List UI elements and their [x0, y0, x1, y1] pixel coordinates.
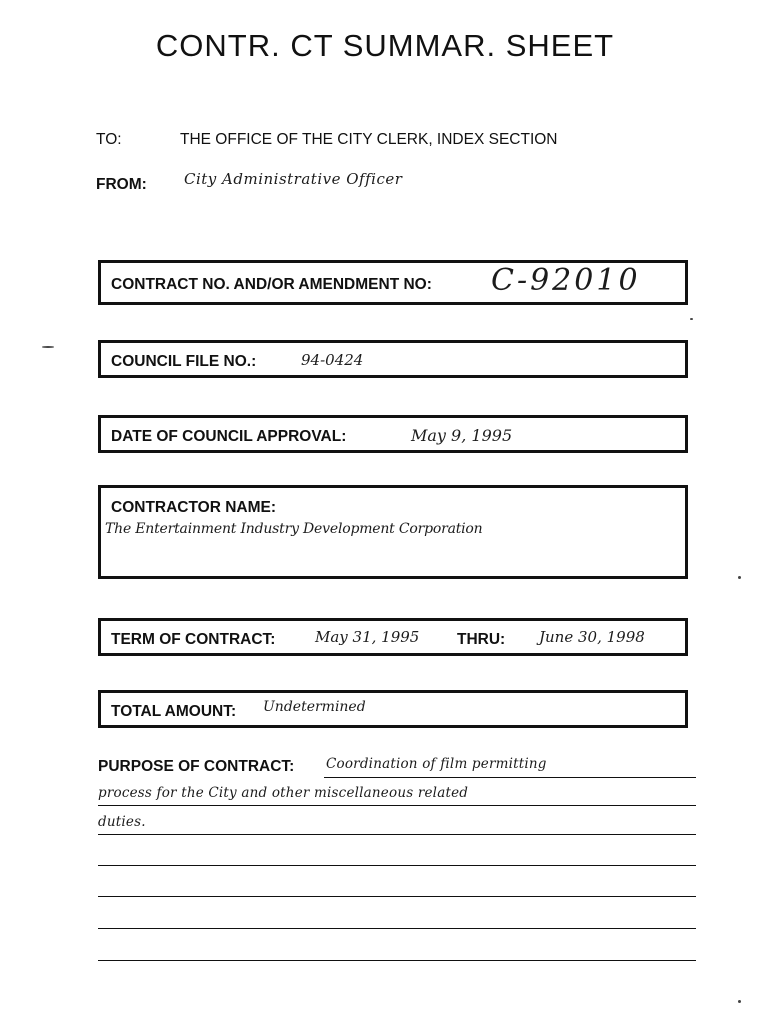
- total-amount-value: Undetermined: [263, 699, 366, 715]
- purpose-label: PURPOSE OF CONTRACT:: [98, 758, 295, 775]
- from-row: [96, 170, 403, 194]
- contract-number-label: CONTRACT NO. AND/OR AMENDMENT NO:: [111, 276, 432, 293]
- total-amount-label: TOTAL AMOUNT:: [111, 703, 237, 720]
- purpose-rule-4: [98, 865, 696, 866]
- purpose-line-3: duties.: [98, 814, 146, 830]
- contract-term-start: May 31, 1995: [315, 628, 420, 646]
- to-label: TO:: [96, 131, 122, 148]
- purpose-rule-3: [98, 834, 696, 835]
- to-value: THE OFFICE OF THE CITY CLERK, INDEX SECTION: [180, 131, 558, 148]
- to-row: [96, 131, 558, 149]
- council-file-value: 94-0424: [301, 351, 364, 369]
- contract-number-value: C-92010: [491, 263, 641, 298]
- purpose-rule-5: [98, 896, 696, 897]
- contractor-name-label: CONTRACTOR NAME:: [111, 499, 277, 516]
- contract-term-box: [98, 618, 688, 656]
- purpose-line-2: process for the City and other miscellaneous related: [98, 785, 469, 801]
- council-file-label: COUNCIL FILE NO.:: [111, 353, 257, 370]
- total-amount-box: [98, 690, 688, 728]
- page-title: CONTR. CT SUMMAR. SHEET: [155, 28, 615, 63]
- scan-speck: [690, 318, 693, 320]
- contract-number-box: [98, 260, 688, 305]
- contract-term-label: TERM OF CONTRACT:: [111, 631, 276, 648]
- contractor-name-value: The Entertainment Industry Development Corporation: [105, 521, 483, 537]
- scan-speck: [738, 576, 741, 579]
- scan-mark: [42, 346, 54, 348]
- council-approval-value: May 9, 1995: [411, 426, 513, 445]
- from-value: City Administrative Officer: [184, 170, 403, 188]
- council-file-box: [98, 340, 688, 378]
- contract-term-thru-label: THRU:: [457, 631, 506, 648]
- council-approval-box: [98, 415, 688, 453]
- purpose-line-1: Coordination of film permitting: [326, 756, 547, 772]
- contract-term-end: June 30, 1998: [539, 628, 645, 646]
- purpose-rule-7: [98, 960, 696, 961]
- purpose-rule-1: [324, 777, 696, 778]
- council-approval-label: DATE OF COUNCIL APPROVAL:: [111, 428, 347, 445]
- purpose-rule-2: [98, 805, 696, 806]
- from-label: FROM:: [96, 176, 147, 193]
- contractor-name-box: [98, 485, 688, 579]
- purpose-rule-6: [98, 928, 696, 929]
- scan-speck: [738, 1000, 741, 1003]
